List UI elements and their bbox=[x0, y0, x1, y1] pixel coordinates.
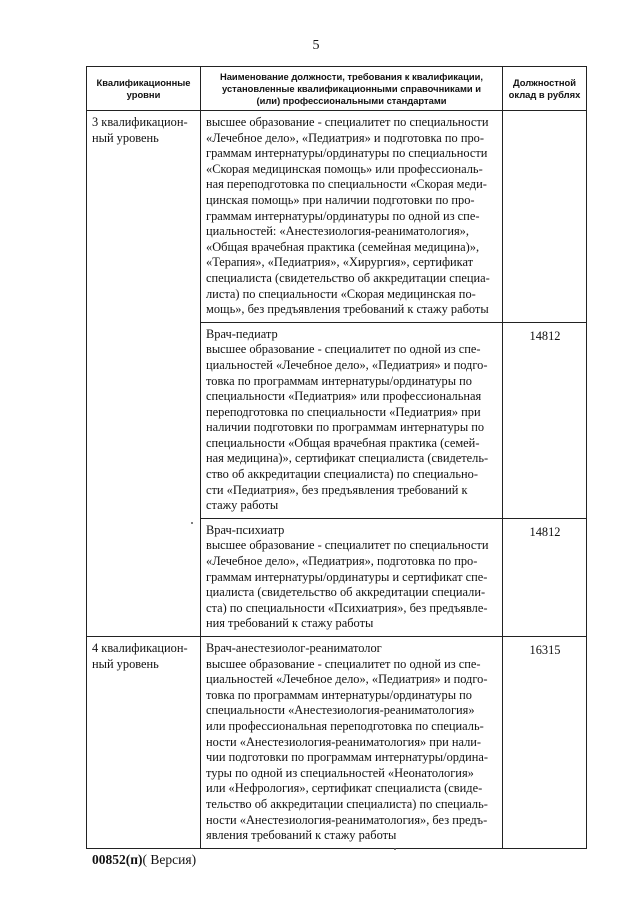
table-header-row bbox=[87, 67, 587, 111]
salary-cell: 14812 bbox=[503, 518, 587, 636]
salary-cell bbox=[503, 111, 587, 323]
document-code bbox=[92, 852, 196, 868]
table-row bbox=[87, 637, 587, 849]
document-code-number: 00852(п) bbox=[92, 852, 143, 867]
header-levels: Квалификационные уровни bbox=[87, 67, 201, 111]
header-description: Наименование должности, требования к квалификации, установленные квалификационными справочниками и (или) профессиональными стандартами bbox=[201, 67, 503, 111]
scan-speck bbox=[191, 522, 193, 524]
level-cell bbox=[87, 518, 201, 636]
salary-cell: 14812 bbox=[503, 322, 587, 518]
description-cell: Врач-анестезиолог-реаниматолог высшее образование - специалитет по одной из спе- циальностей «Лечебное дело», «Педиатрия» и подго- товка по программам интернатуры/ординатуры по специальности «Анестезиология-реаниматология» или профессиональная переподготовка по специаль- ности «Анестезиология-реаниматология» при нали- чии подготовки по программам интернатуры/ордина- туры по одной из специальностей «Неонатология» или «Нефрология», сертификат специалиста (свиде- тельство об аккредитации специалиста) по специаль- ности «Анестезиология-реаниматология», без предъ- явления требований к стажу работы bbox=[201, 637, 503, 849]
description-cell: высшее образование - специалитет по специальности «Лечебное дело», «Педиатрия» и подготовка по про- граммам интернатуры/ординатуры по специальности «Скорая медицинская помощь» или профессиональ- ная переподготовка по специальности «Скорая меди- цинская помощь» при наличии подготовки по про- граммам интернатуры/ординатуры по одной из спе- циальностей: «Анестезиология-реаниматология», «Общая врачебная практика (семейная медицина)», «Терапия», «Педиатрия», «Хирургия», сертификат специалиста (свидетельство об аккредитации специа- листа) по специальности «Скорая медицинская по- мощь», без предъявления требований к стажу работы bbox=[201, 111, 503, 323]
description-cell: Врач-психиатр высшее образование - специалитет по специальности «Лечебное дело», «Педиатрия», подготовка по про- граммам интернатуры/ординатуры и сертификат спе- циалиста (свидетельство об аккредитации специали- ста) по специальности «Психиатрия», без предъявле- ния требований к стажу работы bbox=[201, 518, 503, 636]
table-row bbox=[87, 322, 587, 518]
scan-speck bbox=[394, 848, 396, 850]
document-version: ( Версия) bbox=[142, 852, 197, 867]
qualification-table bbox=[86, 66, 587, 849]
table-row bbox=[87, 518, 587, 636]
salary-cell: 16315 bbox=[503, 637, 587, 849]
header-salary: Должностной оклад в рублях bbox=[503, 67, 587, 111]
level-cell bbox=[87, 322, 201, 518]
description-cell: Врач-педиатр высшее образование - специалитет по одной из спе- циальностей «Лечебное дело», «Педиатрия» и подго- товка по программам интернатуры/ординатуры по специальности «Педиатрия» или профессиональная переподготовка по специальности «Педиатрия» при наличии подготовки по программам интернатуры по специальности «Общая врачебная практика (семей- ная медицина)», сертификат специалиста (свидетель- ство об аккредитации специалиста) по специально- сти «Педиатрия», без предъявления требований к стажу работы bbox=[201, 322, 503, 518]
level-cell: 4 квалификацион- ный уровень bbox=[87, 637, 201, 849]
page-number: 5 bbox=[312, 38, 320, 53]
level-cell: 3 квалификацион- ный уровень bbox=[87, 111, 201, 323]
table-row bbox=[87, 111, 587, 323]
